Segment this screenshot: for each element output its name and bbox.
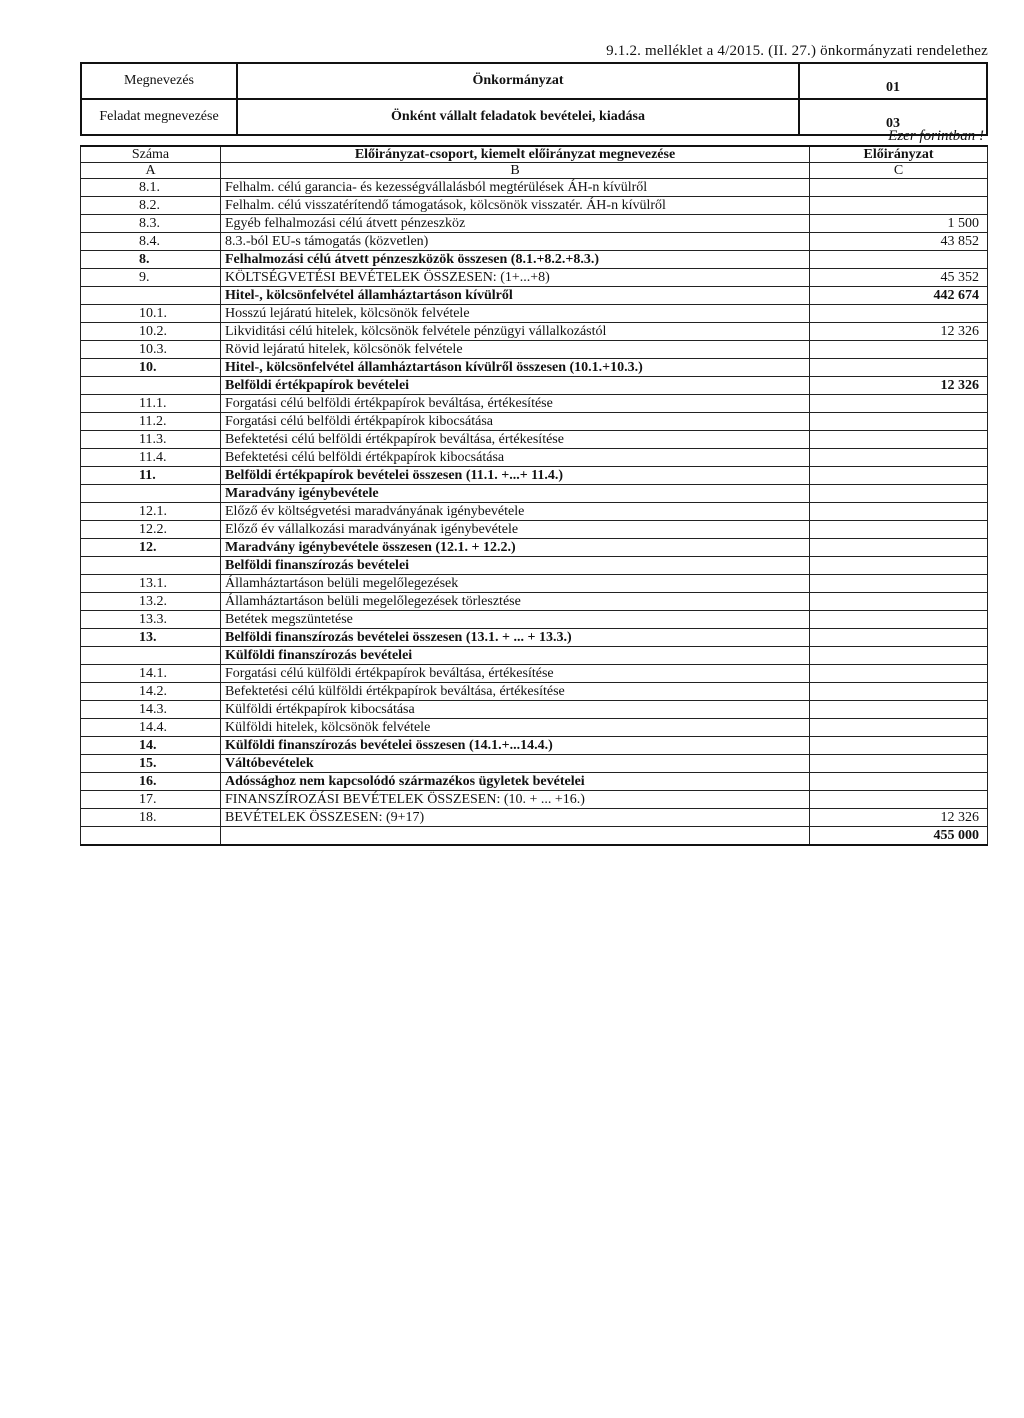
row-number: 14.1.	[81, 665, 221, 683]
row-description: Belföldi értékpapírok bevételei összesen (11.1. +...+ 11.4.)	[221, 467, 810, 485]
table-row	[81, 791, 988, 809]
row-value	[810, 611, 988, 629]
row-value	[810, 197, 988, 215]
row-number: 13.2.	[81, 593, 221, 611]
row-value	[810, 413, 988, 431]
row-description: Likviditási célú hitelek, kölcsönök felvétele pénzügyi vállalkozástól	[221, 323, 810, 341]
row-value	[810, 521, 988, 539]
row-value	[810, 503, 988, 521]
feladat-code: 03	[799, 99, 987, 135]
row-value: 12 326	[810, 809, 988, 827]
table-row	[81, 521, 988, 539]
header-table	[80, 62, 988, 136]
row-number: 11.1.	[81, 395, 221, 413]
table-row	[81, 449, 988, 467]
row-number: 11.2.	[81, 413, 221, 431]
row-number: 16.	[81, 773, 221, 791]
row-number: 10.1.	[81, 305, 221, 323]
table-row	[81, 809, 988, 827]
row-number: 12.2.	[81, 521, 221, 539]
row-value	[810, 755, 988, 773]
row-description: Befektetési célú külföldi értékpapírok beváltása, értékesítése	[221, 683, 810, 701]
table-row	[81, 233, 988, 251]
table-body	[81, 179, 988, 846]
row-value: 442 674	[810, 287, 988, 305]
row-value	[810, 431, 988, 449]
row-description: Belföldi értékpapírok bevételei	[221, 377, 810, 395]
row-description: Felhalm. célú visszatérítendő támogatások, kölcsönök visszatér. ÁH-n kívülről	[221, 197, 810, 215]
row-number: 10.	[81, 359, 221, 377]
row-value	[810, 647, 988, 665]
row-description: Előző év vállalkozási maradványának igénybevétele	[221, 521, 810, 539]
table-row	[81, 503, 988, 521]
row-value	[810, 593, 988, 611]
row-value	[810, 179, 988, 197]
table-row	[81, 539, 988, 557]
row-number: 18.	[81, 809, 221, 827]
row-number: 8.	[81, 251, 221, 269]
row-value	[810, 305, 988, 323]
row-value: 12 326	[810, 377, 988, 395]
row-description: Befektetési célú belföldi értékpapírok beváltása, értékesítése	[221, 431, 810, 449]
column-a-title: Száma	[81, 146, 221, 163]
row-number: 8.2.	[81, 197, 221, 215]
row-description: Belföldi finanszírozás bevételei	[221, 557, 810, 575]
row-number: 14.2.	[81, 683, 221, 701]
document-reference: 9.1.2. melléklet a 4/2015. (II. 27.) önkormányzati rendelethez	[606, 43, 988, 59]
feladat-label: Feladat megnevezése	[81, 99, 237, 135]
table-row	[81, 197, 988, 215]
row-description: Forgatási célú belföldi értékpapírok kibocsátása	[221, 413, 810, 431]
column-letter-row	[81, 163, 988, 179]
row-number: 11.	[81, 467, 221, 485]
row-number: 11.3.	[81, 431, 221, 449]
table-row	[81, 467, 988, 485]
table-row	[81, 737, 988, 755]
row-number: 12.	[81, 539, 221, 557]
row-number: 9.	[81, 269, 221, 287]
row-value	[810, 485, 988, 503]
row-number: 14.	[81, 737, 221, 755]
row-description: Hosszú lejáratú hitelek, kölcsönök felvétele	[221, 305, 810, 323]
table-row	[81, 305, 988, 323]
table-row	[81, 485, 988, 503]
column-c-title: Előirányzat	[810, 146, 988, 163]
column-a-letter: A	[81, 163, 221, 179]
row-description: 8.3.-ból EU-s támogatás (közvetlen)	[221, 233, 810, 251]
megnevezes-label: Megnevezés	[81, 63, 237, 99]
row-description: Hitel-, kölcsönfelvétel államháztartáson kívülről	[221, 287, 810, 305]
table-row	[81, 647, 988, 665]
row-description: Befektetési célú belföldi értékpapírok kibocsátása	[221, 449, 810, 467]
row-value	[810, 701, 988, 719]
row-number	[81, 557, 221, 575]
row-description: Forgatási célú belföldi értékpapírok beváltása, értékesítése	[221, 395, 810, 413]
row-value	[810, 629, 988, 647]
table-row	[81, 683, 988, 701]
feladat-value: Önként vállalt feladatok bevételei, kiadása	[237, 99, 799, 135]
table-row	[81, 773, 988, 791]
megnevezes-code: 01	[799, 63, 987, 99]
row-description: Államháztartáson belüli megelőlegezések	[221, 575, 810, 593]
row-value	[810, 737, 988, 755]
header-row-megnevezes	[81, 63, 987, 99]
row-value	[810, 395, 988, 413]
row-value	[810, 539, 988, 557]
row-description: Váltóbevételek	[221, 755, 810, 773]
table-row	[81, 251, 988, 269]
row-number: 10.2.	[81, 323, 221, 341]
table-row	[81, 413, 988, 431]
table-row	[81, 575, 988, 593]
column-c-letter: C	[810, 163, 988, 179]
row-description: Külföldi hitelek, kölcsönök felvétele	[221, 719, 810, 737]
row-value: 45 352	[810, 269, 988, 287]
table-row	[81, 719, 988, 737]
row-number	[81, 287, 221, 305]
table-row	[81, 359, 988, 377]
row-description: Betétek megszüntetése	[221, 611, 810, 629]
row-description: Adóssághoz nem kapcsolódó származékos ügyletek bevételei	[221, 773, 810, 791]
row-description: Felhalmozási célú átvett pénzeszközök összesen (8.1.+8.2.+8.3.)	[221, 251, 810, 269]
table-row	[81, 215, 988, 233]
row-value: 43 852	[810, 233, 988, 251]
row-description: Rövid lejáratú hitelek, kölcsönök felvétele	[221, 341, 810, 359]
row-value	[810, 773, 988, 791]
header-row-feladat	[81, 99, 987, 135]
table-row	[81, 323, 988, 341]
table-row	[81, 341, 988, 359]
row-value	[810, 665, 988, 683]
table-row	[81, 755, 988, 773]
row-number: 14.4.	[81, 719, 221, 737]
row-number	[81, 647, 221, 665]
row-value: 455 000	[810, 827, 988, 846]
row-description: KÖLTSÉGVETÉSI BEVÉTELEK ÖSSZESEN: (1+...+8)	[221, 269, 810, 287]
row-number: 13.1.	[81, 575, 221, 593]
row-value	[810, 449, 988, 467]
row-value	[810, 719, 988, 737]
table-row	[81, 827, 988, 846]
row-description: Külföldi finanszírozás bevételei összesen (14.1.+...14.4.)	[221, 737, 810, 755]
row-value	[810, 575, 988, 593]
row-number: 13.3.	[81, 611, 221, 629]
row-value	[810, 791, 988, 809]
table-row	[81, 629, 988, 647]
row-number: 11.4.	[81, 449, 221, 467]
column-b-title: Előirányzat-csoport, kiemelt előirányzat megnevezése	[221, 146, 810, 163]
table-row	[81, 611, 988, 629]
row-description: Külföldi értékpapírok kibocsátása	[221, 701, 810, 719]
table-row	[81, 395, 988, 413]
row-value	[810, 359, 988, 377]
row-description: Egyéb felhalmozási célú átvett pénzeszköz	[221, 215, 810, 233]
row-number: 13.	[81, 629, 221, 647]
row-value	[810, 341, 988, 359]
row-number: 12.1.	[81, 503, 221, 521]
row-value	[810, 467, 988, 485]
row-number	[81, 377, 221, 395]
row-description: BEVÉTELEK ÖSSZESEN: (9+17)	[221, 809, 810, 827]
row-number: 17.	[81, 791, 221, 809]
budget-table	[80, 145, 988, 846]
row-value: 12 326	[810, 323, 988, 341]
table-row	[81, 593, 988, 611]
row-description: Felhalm. célú garancia- és kezességvállalásból megtérülések ÁH-n kívülről	[221, 179, 810, 197]
row-description: Külföldi finanszírozás bevételei	[221, 647, 810, 665]
table-row	[81, 701, 988, 719]
row-number: 8.4.	[81, 233, 221, 251]
row-value	[810, 251, 988, 269]
table-row	[81, 287, 988, 305]
row-number: 14.3.	[81, 701, 221, 719]
table-row	[81, 269, 988, 287]
column-b-letter: B	[221, 163, 810, 179]
row-number: 8.1.	[81, 179, 221, 197]
row-description: Hitel-, kölcsönfelvétel államháztartáson kívülről összesen (10.1.+10.3.)	[221, 359, 810, 377]
row-description: Belföldi finanszírozás bevételei összesen (13.1. + ... + 13.3.)	[221, 629, 810, 647]
row-value: 1 500	[810, 215, 988, 233]
row-description: Maradvány igénybevétele	[221, 485, 810, 503]
table-row	[81, 557, 988, 575]
row-description: FINANSZÍROZÁSI BEVÉTELEK ÖSSZESEN: (10. + ... +16.)	[221, 791, 810, 809]
row-number	[81, 827, 221, 846]
row-value	[810, 683, 988, 701]
table-row	[81, 179, 988, 197]
unit-label: Ezer forintban !	[888, 128, 984, 144]
row-number: 10.3.	[81, 341, 221, 359]
table-row	[81, 377, 988, 395]
row-number: 15.	[81, 755, 221, 773]
table-row	[81, 665, 988, 683]
row-description: Előző év költségvetési maradványának igénybevétele	[221, 503, 810, 521]
row-description	[221, 827, 810, 846]
row-value	[810, 557, 988, 575]
column-title-row	[81, 146, 988, 163]
table-row	[81, 431, 988, 449]
megnevezes-value: Önkormányzat	[237, 63, 799, 99]
row-description: Forgatási célú külföldi értékpapírok beváltása, értékesítése	[221, 665, 810, 683]
row-description: Államháztartáson belüli megelőlegezések törlesztése	[221, 593, 810, 611]
row-number	[81, 485, 221, 503]
row-description: Maradvány igénybevétele összesen (12.1. + 12.2.)	[221, 539, 810, 557]
row-number: 8.3.	[81, 215, 221, 233]
